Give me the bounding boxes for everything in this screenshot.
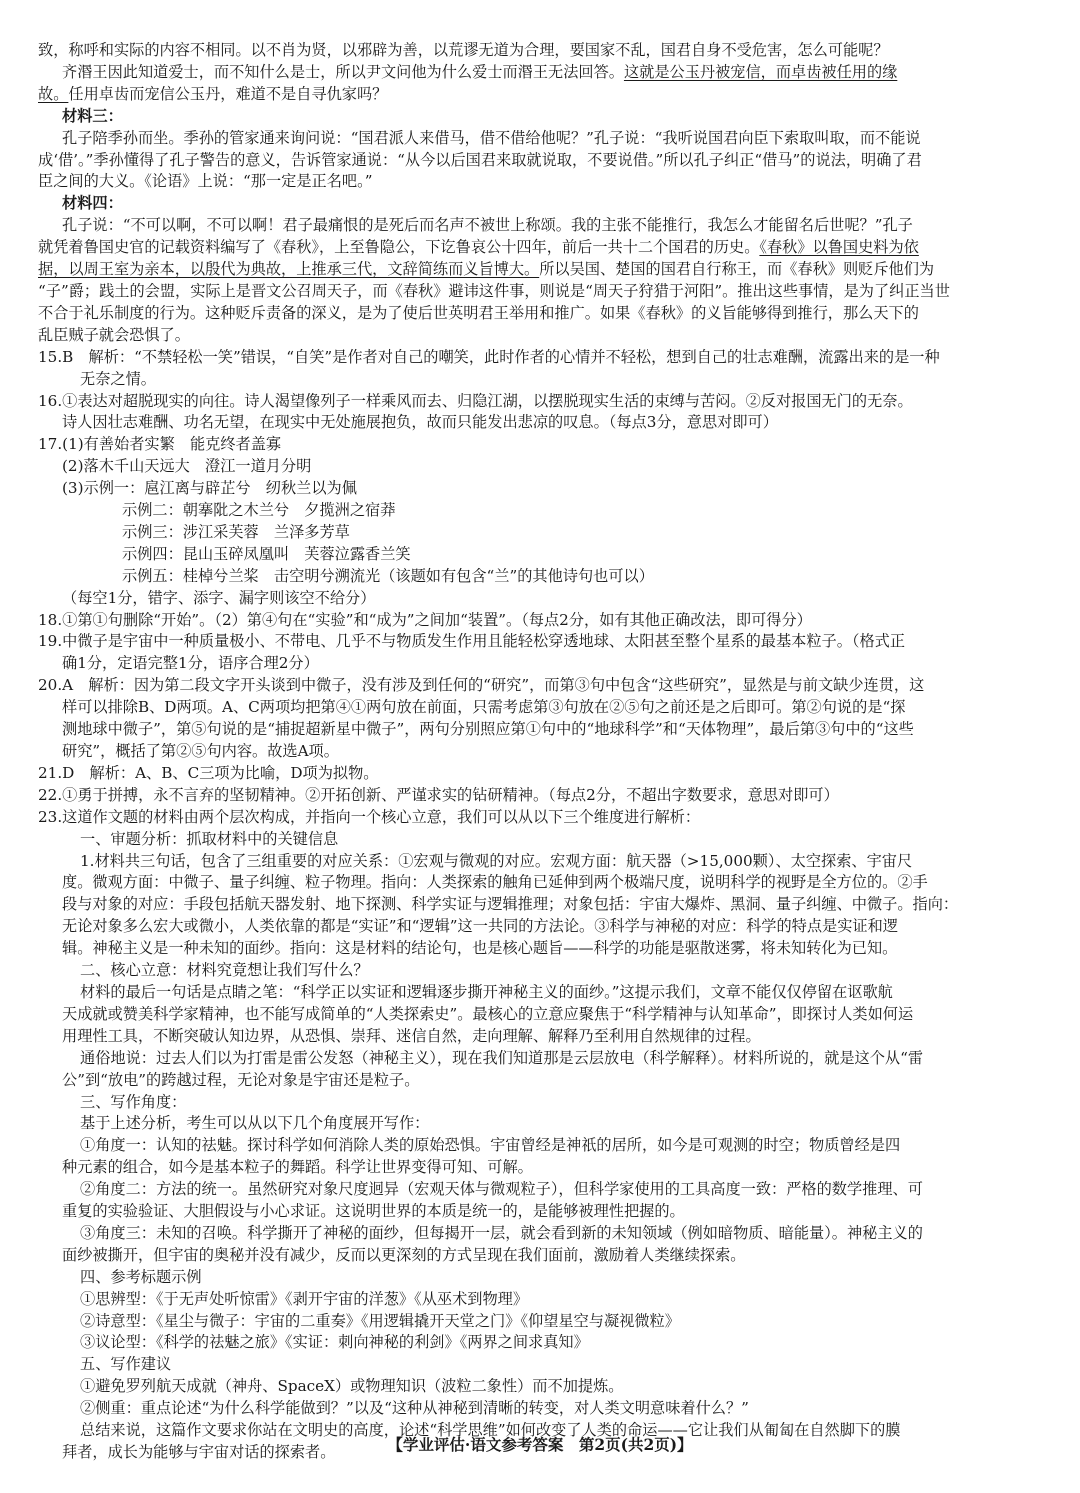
text-line (38, 259, 1042, 281)
text-line: 孔子陪季孙而坐。季孙的管家通来询问说：“国君派人来借马，借不借给他呢？”孔子说：“我听说国君向臣下索取叫取，而不能说 (62, 128, 921, 147)
text-segment: 齐湣王因此知道爱士，而不知什么是士，所以尹文问他为什么爱士而湣王无法回答。 (62, 62, 624, 81)
text-line (38, 62, 1042, 84)
answer-18: 18.①第①句删除“开始”。（2）第④句在“实验”和“成为”之间加“装置”。（每点2分，如有其他正确改法，即可得分） (38, 610, 812, 629)
text-line: (3)示例一：扈江离与辟芷兮 纫秋兰以为佩 (62, 479, 357, 498)
answer-15: 15.B 解析：“不禁轻松一笑”错误，“自笑”是作者对自己的嘲笑，此时作者的心情并不轻松，想到自己的壮志难酬，流露出来的是一种 (38, 347, 940, 366)
text-line: 示例四：昆山玉碎凤凰叫 芙蓉泣露香兰笑 (122, 544, 411, 563)
text-line: 通俗地说：过去人们以为打雷是雷公发怒（神秘主义），现在我们知道那是云层放电（科学解释）。材料所说的，就是这个从“雷 (80, 1048, 924, 1067)
text-line: 研究”，概括了第②⑤句内容。故选A项。 (62, 742, 339, 760)
answer-20: 20.A 解析：因为第二段文字开头谈到中微子，没有涉及到任何的“研究”，而第③句中包含“这些研究”，显然是与前文缺少连贯，这 (38, 676, 925, 695)
text-line: 用理性工具，不断突破认知边界，从恐惧、崇拜、迷信自然，走向理解、解释乃至利用自然规律的过程。 (62, 1026, 761, 1045)
text-line: 确1分，定语完整1分，语序合理2分） (62, 654, 319, 673)
page-footer: 【学业评估·语文参考答案 第2页(共2页)】 (387, 1435, 693, 1454)
text-line: 乱臣贼子就会恐惧了。 (38, 325, 190, 344)
answer-19: 19.中微子是宇宙中一种质量极小、不带电、几乎不与物质发生作用且能轻松穿透地球、太阳甚至整个星系的最基本粒子。（格式正 (38, 632, 906, 651)
answer-16: 16.①表达对超脱现实的向往。诗人渴望像列子一样乘风而去、归隐江湖，以摆脱现实生活的束缚与苦闷。②反对报国无门的无奈。 (38, 391, 913, 410)
text-line: “子”爵；践土的会盟，实际上是晋文公召周天子，而《春秋》避讳这件事，则说是“周天子狩猎于河阳”。推出这些事情，是为了纠正当世 (38, 281, 950, 300)
text-line: ③议论型：《科学的祛魅之旅》《实证：刺向神秘的利剑》《两界之间求真知》 (80, 1333, 589, 1352)
text-line: ①避免罗列航天成就（神舟、SpaceX）或物理知识（波粒二象性）而不加提炼。 (80, 1377, 624, 1396)
text-line: 重复的实验验证、大胆假设与小心求证。这说明世界的本质是统一的，是能够被理性把握的。 (62, 1202, 685, 1221)
text-line: (2)落木千山天远大 澄江一道月分明 (62, 457, 312, 476)
subsection-heading: 一、审题分析：抓取材料中的关键信息 (80, 829, 339, 848)
text-line: 公”到“放电”的跨越过程，无论对象是宇宙还是粒子。 (62, 1070, 420, 1089)
text-segment: 就凭着鲁国史官的记载资料编写了《春秋》，上至鲁隐公，下讫鲁哀公十四年，前后一共十二个国君的历史。 (38, 238, 760, 257)
text-line: 孔子说：“不可以啊，不可以啊！君子最痛恨的是死后而名声不被世上称颂。我的主张不能推行，我怎么才能留名后世呢？”孔子 (62, 216, 913, 235)
answer-21: 21.D 解析：A、B、C三项为比喻，D项为拟物。 (38, 763, 379, 782)
text-line: 辑。神秘主义是一种未知的面纱。指向：这是材料的结论句，也是核心题旨——科学的功能是驱散迷雾，将未知转化为已知。 (62, 939, 898, 958)
underlined-sentence: 《春秋》以鲁国史料为依 (759, 238, 919, 257)
text-segment: 所以吴国、楚国的国君自行称王，而《春秋》则贬斥他们为 (539, 260, 935, 279)
text-line: 测地球中微子”，第⑤句说的是“捕捉超新星中微子”，两句分别照应第①句中的“地球科学”和“天体物理”，最后第③句中的“这些 (62, 720, 914, 739)
text-line (38, 84, 1042, 106)
underlined-sentence: 据，以周王室为亲本，以殷代为典故，上推承三代，文辞简练而义旨博大。 (38, 260, 540, 279)
text-segment: 任用卓齿而宠信公玉丹，难道不是自寻仇家吗？ (68, 84, 388, 103)
subsection-heading: 二、核心立意：材料究竟想让我们写什么？ (80, 961, 369, 980)
text-line: ②侧重：重点论述“为什么科学能做到？”以及“这种从神秘到清晰的转变，对人类文明意味着什么？” (80, 1399, 749, 1418)
text-line: ③角度三：未知的召唤。科学撕开了神秘的面纱，但每揭开一层，就会看到新的未知领域（例如暗物质、暗能量）。神秘主义的 (80, 1223, 923, 1242)
subsection-heading: 四、参考标题示例 (80, 1267, 202, 1286)
text-line: 臣之间的大义。《论语》上说：“那一定是正名吧。” (38, 172, 373, 191)
text-line: （每空1分，错字、添字、漏字则该空不给分） (62, 588, 376, 607)
text-line: 种元素的组合，如今是基本粒子的舞蹈。科学让世界变得可知、可解。 (62, 1158, 533, 1177)
text-line: ②诗意型：《星尘与微子：宇宙的二重奏》《用逻辑撬开天堂之门》《仰望星空与凝视微粒》 (80, 1311, 680, 1330)
text-line: 示例三：涉江采芙蓉 兰泽多芳草 (122, 522, 350, 541)
answer-17: 17.(1)有善始者实繁 能克终者盖寡 (38, 435, 282, 454)
text-line: 示例二：朝搴阰之木兰兮 夕揽洲之宿莽 (122, 501, 396, 520)
text-line: 诗人因壮志难酬、功名无望，在现实中无处施展抱负，故而只能发出悲凉的叹息。（每点3分，意思对即可） (62, 413, 778, 432)
text-line: 1.材料共三句话，包含了三组重要的对应关系：①宏观与微观的对应。宏观方面：航天器（>15,000颗）、太空探索、宇宙尺 (80, 851, 913, 870)
text-line: 无奈之情。 (80, 369, 156, 388)
subsection-heading: 三、写作角度： (80, 1092, 187, 1111)
text-line: 成‘借’。”季孙懂得了孔子警告的意义，告诉管家通说：“从今以后国君来取就说取，不要说借。”所以孔子纠正“借马”的说法，明确了君 (38, 150, 922, 169)
text-line: 总结来说，这篇作文要求你站在文明史的高度，论述“科学思维”如何改变了人类的命运——它让我们从匍匐在自然脚下的膜 (80, 1421, 901, 1440)
text-line: 度。微观方面：中微子、量子纠缠、粒子物理。指向：人类探索的触角已延伸到两个极端尺度，说明科学的视野是全方位的。②手 (62, 873, 928, 892)
text-line: 无论对象多么宏大或微小，人类依靠的都是“实证”和“逻辑”这一共同的方法论。③科学与神秘的对应：科学的特点是实证和逻 (62, 917, 898, 936)
text-line: 示例五：桂棹兮兰桨 击空明兮溯流光（该题如有包含“兰”的其他诗句也可以） (122, 566, 654, 585)
section-heading-material-3: 材料三： (62, 106, 123, 125)
text-line: 基于上述分析，考生可以从以下几个角度展开写作： (80, 1114, 430, 1133)
section-heading-material-4: 材料四： (62, 194, 123, 213)
text-line: 致，称呼和实际的内容不相同。以不肖为贤，以邪辟为善，以荒谬无道为合理，要国家不乱，国君自身不受危害，怎么可能呢？ (38, 41, 889, 59)
text-line: 材料的最后一句话是点睛之笔：“科学正以实证和逻辑逐步撕开神秘主义的面纱。”这提示我们，文章不能仅仅停留在讴歌航 (80, 982, 893, 1001)
text-line: ①角度一：认知的祛魅。探讨科学如何消除人类的原始恐惧。宇宙曾经是神祇的居所，如今是可观测的时空；物质曾经是四 (80, 1136, 901, 1155)
text-line: 样可以排除B、D两项。A、C两项均把第④①两句放在前面，只需考虑第③句放在②⑤句之前还是之后即可。第②句说的是“探 (62, 698, 906, 717)
text-line: 段与对象的对应：手段包括航天器发射、地下探测、科学实证与逻辑推理；对象包括：宇宙大爆炸、黑洞、量子纠缠、中微子。指向： (62, 895, 959, 914)
text-line (38, 237, 1042, 259)
underlined-sentence: 这就是公玉丹被宠信，而卓齿被任用的缘 (623, 62, 898, 81)
answer-22: 22.①勇于拼搏，永不言弃的坚韧精神。②开拓创新、严谨求实的钻研精神。（每点2分，不超出字数要求，意思对即可） (38, 785, 839, 804)
text-line: 面纱被撕开，但宇宙的奥秘并没有减少，反而以更深刻的方式呈现在我们面前，激励着人类继续探索。 (62, 1245, 746, 1264)
answer-23: 23.这道作文题的材料由两个层次构成，并指向一个核心立意，我们可以从以下三个维度进行解析： (38, 807, 701, 826)
text-line: ①思辨型：《于无声处听惊雷》《剥开宇宙的洋葱》《从巫术到物理》 (80, 1289, 529, 1308)
text-line: ②角度二：方法的统一。虽然研究对象尺度迥异（宏观天体与微观粒子），但科学家使用的工具高度一致：严格的数学推理、可 (80, 1180, 923, 1199)
text-line: 不合于礼乐制度的行为。这种贬斥责备的深义，是为了使后世英明君王举用和推广。如果《春秋》的义旨能够得到推行，那么天下的 (38, 303, 919, 322)
subsection-heading: 五、写作建议 (80, 1355, 172, 1374)
text-line: 天成就或赞美科学家精神，也不能写成简单的“人类探索史”。最核心的立意应聚焦于“科学精神与认知革命”，即探讨人类如何运 (62, 1004, 914, 1023)
underlined-sentence: 故。 (38, 84, 69, 103)
text-line: 拜者，成长为能够与宇宙对话的探索者。 (62, 1443, 336, 1461)
